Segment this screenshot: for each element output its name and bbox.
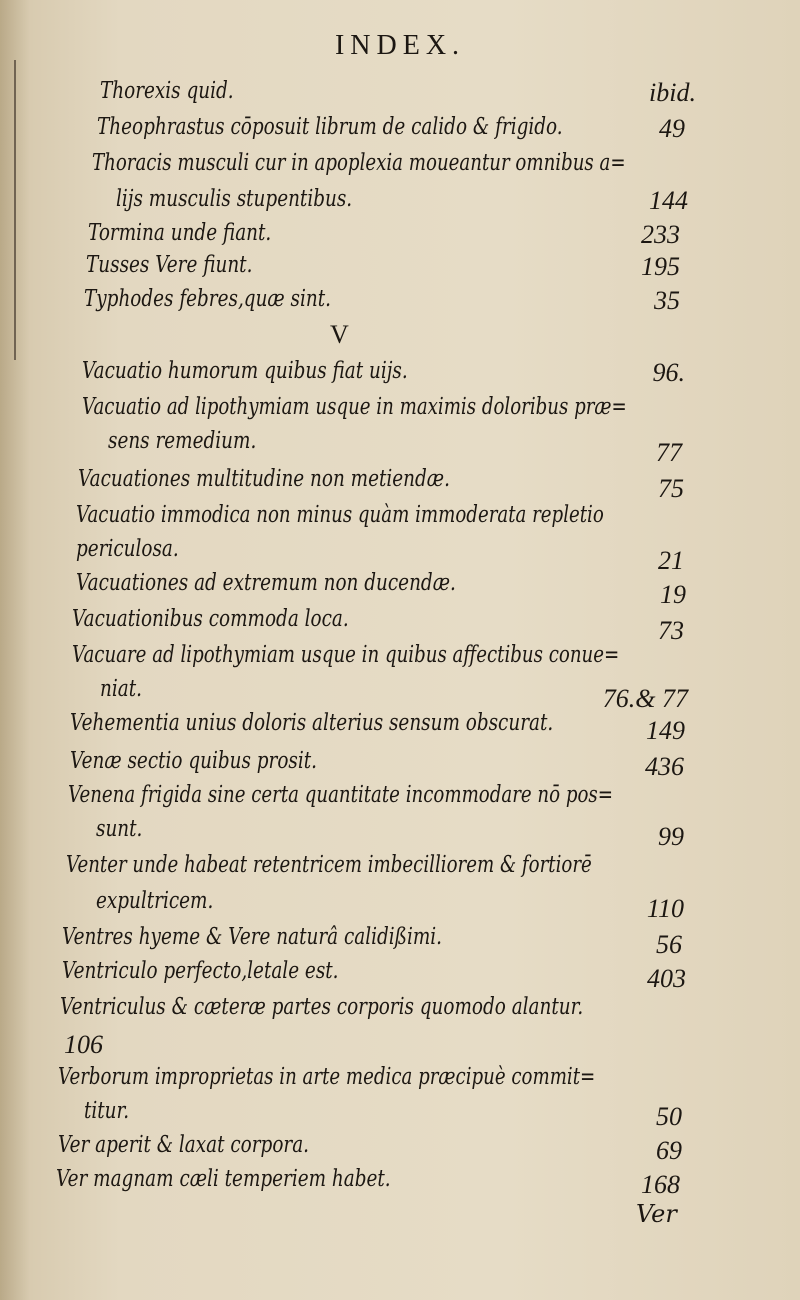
index-entry [0,114,800,154]
entry-page: 21 [658,546,684,575]
index-entry [0,852,800,892]
entry-continuation: periculosa. [76,536,179,562]
entry-page: 168 [641,1170,680,1199]
entry-page: 144 [649,186,688,215]
entry-term: Vacuationibus commoda loca. [72,606,349,632]
entry-page: 106 [64,1030,103,1059]
entry-term: Ver aperit & laxat corpora. [58,1132,310,1158]
entry-page: 75 [658,474,684,503]
entry-continuation: lijs musculis stupentibus. [116,186,353,212]
entry-term: Vacuare ad lipothymiam usque in quibus affectibus conue= [72,642,620,668]
entry-term: Ventriculus & cæteræ partes corporis quomodo alantur. [60,994,584,1020]
entry-page: 99 [658,822,684,851]
index-entry [0,958,800,998]
entry-continuation: sunt. [96,816,143,842]
entry-page: 69 [656,1136,682,1165]
entry-term: Tusses Vere fiunt. [86,252,253,278]
entry-page: 195 [641,252,680,281]
index-entry [0,358,800,398]
index-entry [0,570,800,610]
entry-term: Vacuatio ad lipothymiam usque in maximis doloribus præ= [82,394,627,420]
entry-page: 35 [654,286,680,315]
entry-page: 50 [656,1102,682,1131]
entry-page: 149 [646,716,685,745]
section-letter: V [330,320,349,349]
index-entry-continuation [0,428,800,468]
entry-continuation: expultricem. [96,888,214,914]
index-entry [0,1166,800,1206]
entry-page: 96. [652,358,685,387]
entry-page: 19 [660,580,686,609]
entry-term: Thoracis musculi cur in apoplexia moueantur omnibus a= [92,150,626,176]
entry-continuation: niat. [100,676,142,702]
entry-page: 233 [641,220,680,249]
entry-page: 49 [659,114,685,143]
entry-continuation: titur. [84,1098,130,1124]
running-head: INDEX. [334,30,466,61]
entry-term: Ventres hyeme & Vere naturâ calidißimi. [62,924,443,950]
entry-term: Vacuationes multitudine non metiendæ. [78,466,450,492]
entry-page: 76.& 77 [602,684,688,713]
entry-term: Thorexis quid. [100,78,234,104]
entry-page: 73 [658,616,684,645]
entry-term: Ventriculo perfecto,letale est. [62,958,339,984]
entry-page: ibid. [649,78,696,107]
index-entry [0,466,800,506]
entry-page: 436 [645,752,684,781]
entry-term: Vehementia unius doloris alterius sensum obscurat. [70,710,554,736]
entry-term: Ver magnam cæli temperiem habet. [56,1166,391,1192]
entry-term: Vacuatio humorum quibus fiat uijs. [82,358,408,384]
entry-term: Theophrastus cōposuit librum de calido & frigido. [97,114,563,140]
index-entry-continuation [0,816,800,856]
index-entry-continuation [0,888,800,928]
index-entry [0,710,800,750]
entry-term: Vacuationes ad extremum non ducendæ. [76,570,456,596]
entry-page: 110 [646,894,684,923]
entry-term: Venena frigida sine certa quantitate incommodare nō pos= [68,782,613,808]
entry-term: Typhodes febres,quæ sint. [84,286,331,312]
index-entry [0,606,800,646]
catchword: Ver [636,1200,677,1228]
entry-page: 403 [647,964,686,993]
entry-page: 56 [656,930,682,959]
entry-term: Verborum improprietas in arte medica præcipuè commit= [58,1064,596,1090]
index-entry [0,286,800,326]
index-entry [0,78,800,118]
entry-term: Venter unde habeat retentricem imbecilliorem & fortiorē [66,852,592,878]
entry-term: Tormina unde fiant. [88,220,272,246]
index-entry [0,994,800,1034]
index-entry [0,150,800,190]
entry-term: Venæ sectio quibus prosit. [70,748,317,774]
entry-continuation: sens remedium. [108,428,257,454]
entry-term: Vacuatio immodica non minus quàm immoderata repletio [76,502,604,528]
entry-page: 77 [656,438,682,467]
